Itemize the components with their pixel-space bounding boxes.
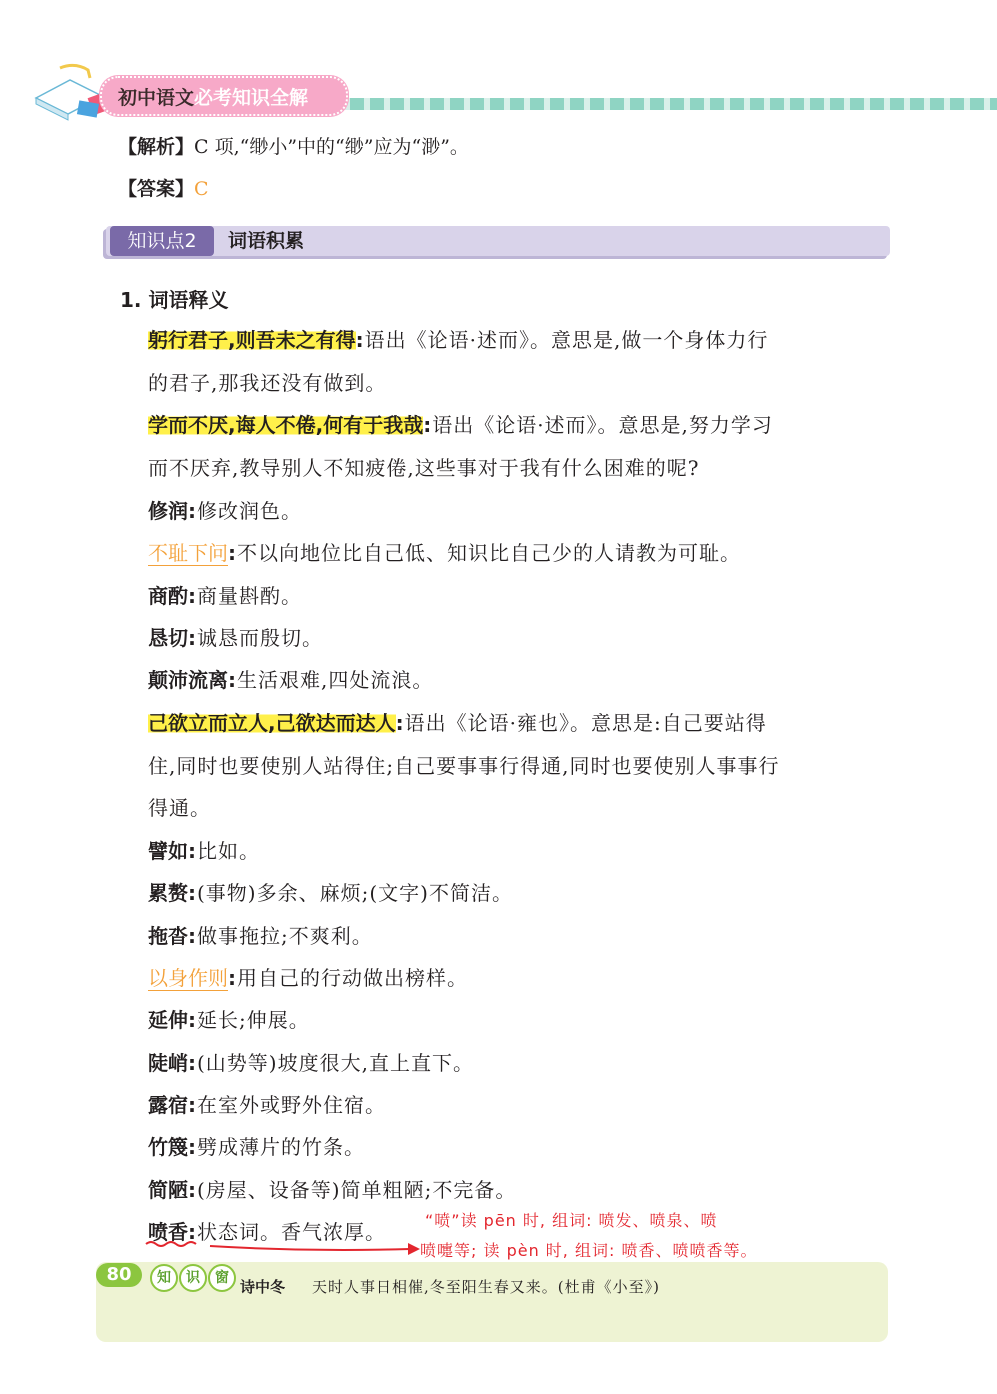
entry-12: 以身作则:用自己的行动做出榜样。	[148, 966, 468, 990]
entry-term: 拖沓	[148, 924, 188, 948]
entry-3: 修润:修改润色。	[148, 499, 302, 523]
entry-5: 商酌:商量斟酌。	[148, 584, 302, 608]
entry-definition: 做事拖拉;不爽利。	[197, 924, 373, 948]
entry-term: 颠沛流离	[148, 668, 228, 692]
entry-definition: 比如。	[197, 839, 260, 863]
analysis-text: C 项,“缈小”中的“缈”应为“渺”。	[194, 136, 469, 158]
knowledge-point-title: 词语积累	[228, 230, 305, 252]
entry-definition: (山势等)坡度很大,直上直下。	[197, 1051, 474, 1075]
entry-term: 学而不厌,诲人不倦,何有于我哉	[148, 413, 424, 437]
knowledge-point-tag: 知识点2	[110, 226, 214, 256]
handwritten-note-line1: “喷”读 pēn 时, 组词: 喷发、喷泉、喷	[425, 1211, 718, 1230]
entry-term: 以身作则	[148, 966, 228, 990]
answer-value: C	[194, 178, 209, 200]
entry-term: 商酌	[148, 584, 188, 608]
entry-term: 不耻下问	[148, 541, 228, 565]
entry-definition: 修改润色。	[197, 499, 302, 523]
entry-definition: 不以向地位比自己低、知识比自己少的人请教为可耻。	[237, 541, 741, 565]
entry-definition: 状态词。香气浓厚。	[197, 1220, 386, 1244]
entry-definition: 劈成薄片的竹条。	[197, 1135, 365, 1159]
entry-term: 喷香	[148, 1220, 188, 1244]
entry-definition: 语出《论语·述而》。意思是,努力学习	[432, 413, 773, 437]
entry-definition: 生活艰难,四处流浪。	[237, 668, 434, 692]
entry-definition: (事物)多余、麻烦;(文字)不简洁。	[197, 881, 513, 905]
entry-term: 己欲立而立人,己欲达而达人	[148, 711, 396, 735]
entry-2: 学而不厌,诲人不倦,何有于我哉:语出《论语·述而》。意思是,努力学习	[148, 413, 773, 437]
entry-17: 简陋:(房屋、设备等)简单粗陋;不完备。	[148, 1178, 517, 1202]
entry-8: 己欲立而立人,己欲达而达人:语出《论语·雍也》。意思是:自己要站得	[148, 711, 767, 735]
entry-1: 躬行君子,则吾未之有得:语出《论语·述而》。意思是,做一个身体力行	[148, 328, 769, 352]
analysis-label: 【解析】	[118, 136, 195, 158]
entry-term: 累赘	[148, 881, 188, 905]
badge-char-1: 知	[150, 1264, 178, 1292]
entry-term: 竹篾	[148, 1135, 188, 1159]
entry-18: 喷香:状态词。香气浓厚。	[148, 1220, 386, 1244]
poem-heading: 诗中冬	[240, 1278, 286, 1296]
page-number: 80	[96, 1263, 142, 1287]
entry-4: 不耻下问:不以向地位比自己低、知识比自己少的人请教为可耻。	[148, 541, 741, 565]
entry-definition: 语出《论语·述而》。意思是,做一个身体力行	[364, 328, 769, 352]
entry-16: 竹篾:劈成薄片的竹条。	[148, 1135, 365, 1159]
entry-definition: 商量斟酌。	[197, 584, 302, 608]
entry-term: 譬如	[148, 839, 188, 863]
section-heading: 1. 词语释义	[120, 288, 229, 312]
entry-term: 修润	[148, 499, 188, 523]
entry-14: 陡峭:(山势等)坡度很大,直上直下。	[148, 1051, 474, 1075]
entry-definition: (房屋、设备等)简单粗陋;不完备。	[197, 1178, 517, 1202]
entry-definition: 延长;伸展。	[197, 1008, 310, 1032]
entry-definition: 得通。	[148, 796, 211, 820]
entry-definition: 在室外或野外住宿。	[197, 1093, 386, 1117]
handwritten-note-line2: 喷嚏等; 读 pèn 时, 组词: 喷香、喷喷香等。	[420, 1241, 758, 1260]
entry-definition: 住,同时也要使别人站得住;自己要事事行得通,同时也要使别人事事行	[148, 754, 780, 778]
entry-definition: 而不厌弃,教导别人不知疲倦,这些事对于我有什么困难的呢?	[148, 456, 700, 480]
badge-char-2: 识	[179, 1264, 207, 1292]
entry-definition: 诚恳而殷切。	[197, 626, 323, 650]
book-title-part2: 必考知识全解	[194, 87, 309, 109]
entry-13: 延伸:延长;伸展。	[148, 1008, 310, 1032]
entry-definition: 用自己的行动做出榜样。	[237, 966, 468, 990]
entry-term: 躬行君子,则吾未之有得	[148, 328, 356, 352]
answer-label: 【答案】	[118, 178, 195, 200]
entry-9: 譬如:比如。	[148, 839, 260, 863]
entry-term: 恳切	[148, 626, 188, 650]
poem-text: 天时人事日相催,冬至阳生春又来。(杜甫《小至》)	[312, 1278, 660, 1296]
entry-6: 恳切:诚恳而殷切。	[148, 626, 323, 650]
entry-10: 累赘:(事物)多余、麻烦;(文字)不简洁。	[148, 881, 513, 905]
badge-char-3: 窗	[208, 1264, 236, 1292]
entry-term: 露宿	[148, 1093, 188, 1117]
entry-term: 陡峭	[148, 1051, 188, 1075]
entry-7: 颠沛流离:生活艰难,四处流浪。	[148, 668, 434, 692]
entry-15: 露宿:在室外或野外住宿。	[148, 1093, 386, 1117]
entry-term: 简陋	[148, 1178, 188, 1202]
book-title-part1: 初中语文	[118, 87, 195, 109]
entry-term: 延伸	[148, 1008, 188, 1032]
entry-definition: 语出《论语·雍也》。意思是:自己要站得	[404, 711, 767, 735]
entry-definition: 的君子,那我还没有做到。	[148, 371, 387, 395]
entry-11: 拖沓:做事拖拉;不爽利。	[148, 924, 373, 948]
